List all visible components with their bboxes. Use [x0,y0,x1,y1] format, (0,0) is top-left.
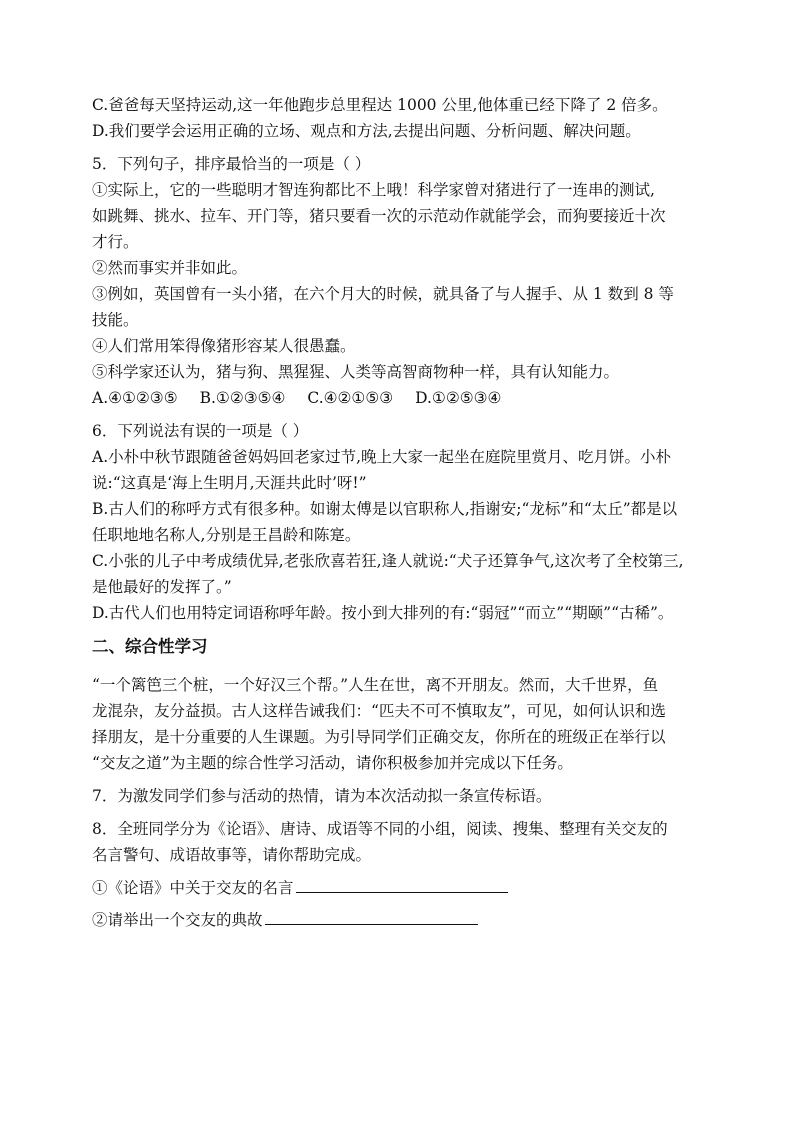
question-8-item-2-text: ②请举出一个交友的典故 [92,911,263,929]
intro-line: “一个篱笆三个桩，一个好汉三个帮。”人生在世，离不开朋友。然而，大千世界，鱼 [92,676,659,694]
sentence-2: ②然而事实并非如此。 [92,259,248,277]
section-title: 二、综合性学习 [92,637,208,656]
sentence-1-line: 如跳舞、挑水、拉车、开门等，猪只要看一次的示范动作就能学会，而狗要接近十次 [92,207,666,225]
option-c-line: 是他最好的发挥了。” [92,578,232,596]
sentence-5: ⑤科学家还认为，猪与狗、黑猩猩、人类等高智商物种一样，具有认知能力。 [92,363,620,381]
question-8 [92,816,712,868]
sentence-1 [92,177,712,255]
question-6-stem: 6．下列说法有误的一项是（ ） [92,422,309,440]
question-8-item-1 [92,875,712,901]
option-b-line: B.古人们的称呼方式有很多种。如谢太傅是以官职称人,指谢安;“龙标”和“太丘”都是以 [92,500,678,518]
page-content [92,92,712,933]
answer-blank-2[interactable] [265,908,478,925]
sentence-1-line: ①实际上，它的一些聪明才智连狗都比不上哦！科学家曾对猪进行了一连串的测试, [92,181,655,199]
answer-blank-1[interactable] [296,876,508,893]
intro-line: 择朋友，是十分重要的人生课题。为引导同学们正确交友，你所在的班级正在举行以 [92,728,666,746]
question-5-stem: 5．下列句子，排序最恰当的一项是（ ） [92,155,371,173]
question-7: 7．为激发同学们参与活动的热情，请为本次活动拟一条宣传标语。 [92,787,552,805]
question-8-item-1-text: ①《论语》中关于交友的名言 [92,879,294,897]
option-c: C.爸爸每天坚持运动,这一年他跑步总里程达 1000 公里,他体重已经下降了 2 倍多。 [92,96,668,114]
option-b-line: 任职地地名称人,分别是王昌龄和陈寔。 [92,526,361,544]
sentence-4: ④人们常用笨得像猪形容某人很愚蠢。 [92,337,356,355]
option-c-line: C.小张的儿子中考成绩优异,老张欣喜若狂,逢人就说:“犬子还算争气,这次考了全校第三, [92,552,684,570]
question-5-options [92,385,712,411]
sentence-3-line: ③例如，英国曾有一头小猪，在六个月大的时候，就具备了与人握手、从 1 数到 8 等 [92,285,674,303]
option-a: A.④①②③⑤ [92,389,178,407]
question-8-line: 8．全班同学分为《论语》、唐诗、成语等不同的小组，阅读、搜集、整理有关交友的 [92,820,668,838]
previous-question-options [92,92,712,144]
intro-line: “交友之道”为主题的综合性学习活动，请你积极参加并完成以下任务。 [92,754,573,772]
question-6 [92,418,712,626]
sentence-1-line: 才行。 [92,233,139,251]
option-d: D.①②⑤③④ [415,389,502,407]
section-intro [92,672,712,776]
option-b: B.①②③⑤④ [199,389,286,407]
intro-line: 龙混杂，友分益损。古人这样告诫我们：“匹夫不可不慎取友”，可见，如何认识和选 [92,702,666,720]
question-8-item-2 [92,907,712,933]
sentence-3 [92,281,712,333]
option-a-line: A.小朴中秋节跟随爸爸妈妈回老家过节,晚上大家一起坐在庭院里赏月、吃月饼。小朴 [92,448,672,466]
option-d: D.古代人们也用特定词语称呼年龄。按小到大排列的有:“弱冠”“而立”“期颐”“古稀”。 [92,604,674,622]
sentence-3-line: 技能。 [92,311,139,329]
option-c: C.④②①⑤③ [307,389,394,407]
question-5 [92,151,712,411]
question-8-line: 名言警句、成语故事等，请你帮助完成。 [92,846,372,864]
option-d: D.我们要学会运用正确的立场、观点和方法,去提出问题、分析问题、解决问题。 [92,122,641,140]
option-a-line: 说:“这真是‘海上生明月,天涯共此时’呀!” [92,474,367,492]
